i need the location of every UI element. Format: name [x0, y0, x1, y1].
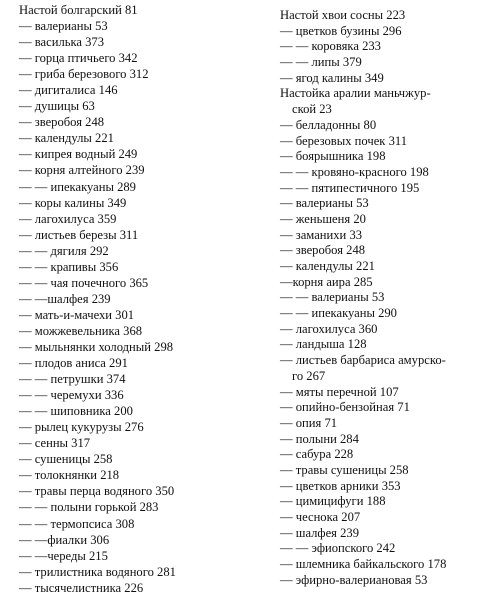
index-entry: — — термопсиса 308 — [19, 516, 135, 531]
index-entry: — календулы 221 — [280, 259, 375, 273]
index-entry: — толокнянки 218 — [19, 468, 120, 483]
index-entry: — можжевельника 368 — [19, 323, 143, 338]
index-entry: — сабура 228 — [280, 447, 354, 462]
index-entry: — — липы 379 — [280, 55, 362, 70]
index-entry: — мать-и-мачехи 301 — [19, 307, 135, 322]
index-entry: ской 23 — [292, 102, 332, 117]
index-entry: — полыни 284 — [280, 431, 359, 446]
index-entry: — лагохилуса 360 — [280, 321, 378, 336]
index-entry: — — валерианы 53 — [280, 290, 385, 305]
index-entry: — женьшеня 20 — [280, 211, 366, 226]
index-entry: — чеснока 207 — [280, 510, 361, 524]
index-entry: — рылец кукурузы 276 — [19, 420, 144, 435]
index-entry: — шалфея 239 — [280, 525, 360, 540]
index-entry: — коры калины 349 — [19, 195, 127, 210]
index-entry: — цветков бузины 296 — [280, 23, 402, 38]
left-column — [19, 2, 259, 596]
index-entry: го 267 — [292, 368, 326, 383]
index-entry: — —фиалки 306 — [19, 532, 110, 547]
index-entry: — —череды 215 — [19, 548, 108, 563]
index-entry: — заманихи 33 — [280, 227, 363, 242]
index-entry: — цветков арники 353 — [280, 478, 401, 493]
index-entry: — эфирно-валериановая 53 — [280, 572, 428, 587]
index-entry: — — пятипестичного 195 — [280, 180, 420, 195]
index-entry: — — чая почечного 365 — [19, 275, 149, 290]
index-entry: — — петрушки 374 — [19, 372, 126, 387]
index-entry: — опийно-бензойная 71 — [280, 400, 410, 415]
index-entry: — — черемухи 336 — [19, 388, 124, 403]
index-entry: — — эфиопского 242 — [280, 541, 396, 556]
index-entry: —корня аира 285 — [280, 274, 373, 289]
index-entry: Настой болгарский 81 — [19, 3, 138, 17]
index-entry: — трилистника водяного 281 — [19, 564, 176, 579]
index-entry: — плодов аниса 291 — [19, 356, 128, 371]
index-entry: — — полыни горькой 283 — [19, 500, 159, 515]
index-entry: — ландыша 128 — [280, 337, 367, 352]
index-entry: — сенны 317 — [19, 436, 91, 451]
index-entry: — боярышника 198 — [280, 149, 386, 164]
index-entry: — ягод калины 349 — [280, 70, 384, 85]
index-entry: — — ипекакуаны 290 — [280, 306, 397, 321]
index-entry: — кипрея водный 249 — [19, 147, 138, 162]
index-entry: — душицы 63 — [19, 99, 95, 114]
index-entry: — валерианы 53 — [19, 19, 108, 34]
index-entry: — горца птичьего 342 — [19, 51, 138, 66]
index-entry: — мыльнянки холодный 298 — [19, 339, 174, 354]
index-entry: — гриба березового 312 — [19, 67, 149, 82]
index-entry: Настойка аралии маньчжур- — [280, 86, 431, 101]
index-entry: Настой хвои сосны 223 — [280, 8, 406, 22]
index-entry: — цимицифуги 188 — [280, 494, 386, 509]
index-entry: — — дягиля 292 — [19, 243, 109, 258]
index-entry: — листьев березы 311 — [19, 227, 139, 242]
index-entry: — листьев барбариса амурско- — [280, 353, 446, 368]
index-entry: — березовых почек 311 — [280, 133, 407, 148]
index-entry: — опия 71 — [280, 415, 338, 430]
index-entry: — белладонны 80 — [280, 117, 377, 132]
index-entry: — шлемника байкальского 178 — [280, 557, 447, 572]
right-column — [280, 8, 492, 588]
index-entry: — — коровяка 233 — [280, 39, 381, 54]
index-entry: — зверобоя 248 — [280, 243, 366, 258]
index-entry: — — кровяно-красного 198 — [280, 164, 429, 179]
index-entry: — василька 373 — [19, 35, 105, 50]
index-entry: — корня алтейного 239 — [19, 163, 145, 178]
index-entry: — — ипекакуаны 289 — [19, 179, 136, 194]
index-entry: — сушеницы 258 — [19, 452, 113, 467]
index-entry: — — крапивы 356 — [19, 259, 119, 274]
index-entry: — дигиталиса 146 — [19, 83, 118, 98]
index-entry: — —шалфея 239 — [19, 291, 111, 306]
index-entry: — календулы 221 — [19, 131, 114, 146]
index-entry: — тысячелистника 226 — [19, 580, 144, 595]
index-entry: — травы сушеницы 258 — [280, 462, 409, 477]
index-entry: — мяты перечной 107 — [280, 384, 399, 399]
index-entry: — — шиповника 200 — [19, 404, 133, 419]
index-entry: — валерианы 53 — [280, 196, 369, 211]
index-entry: — лагохилуса 359 — [19, 211, 117, 226]
index-entry: — травы перца водяного 350 — [19, 484, 175, 499]
index-entry: — зверобоя 248 — [19, 115, 105, 130]
